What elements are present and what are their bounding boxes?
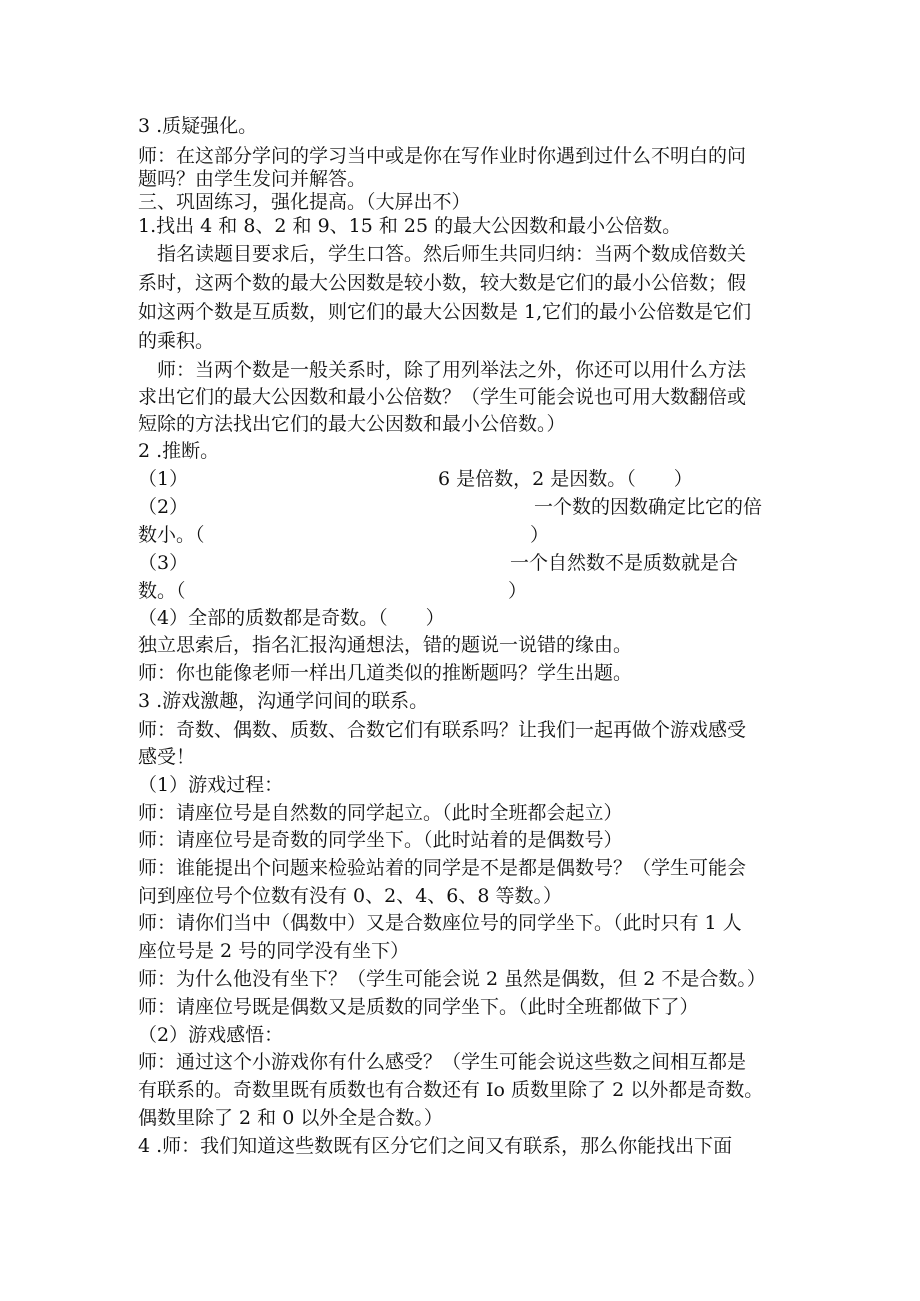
paragraph-line: 系时，这两个数的最大公因数是较小数，较大数是它们的最小公倍数；假 [138,272,747,294]
judge-item-continuation: 数小。（ ） [138,524,550,546]
paragraph-line: 指名读题目要求后，学生口答。然后师生共同归纳：当两个数成倍数关 [157,243,747,265]
paragraph-line: 师：为什么他没有坐下？（学生可能会说 2 虽然是偶数，但 2 不是合数。） [138,968,766,990]
section-heading: 3 .游戏激趣，沟通学问间的联系。 [138,690,429,712]
judge-item-label: （2） [138,496,189,518]
paragraph-line: 师：通过这个小游戏你有什么感受？（学生可能会说这些数之间相互都是 [138,1051,747,1073]
paragraph-line: 师：请座位号是自然数的同学起立。（此时全班都会起立） [138,802,623,824]
judge-item-text: 一个自然数不是质数就是合 [510,552,739,574]
section-heading: 2 .推断。 [138,440,220,462]
judge-item-label: （3） [138,552,189,574]
paragraph-line: 师：请你们当中（偶数中）又是合数座位号的同学坐下。（此时只有 1 人 [138,912,742,934]
paragraph-line: 的乘积。 [138,330,215,352]
paragraph-line: 师：当两个数是一般关系时，除了用列举法之外，你还可以用什么方法 [157,359,747,381]
paragraph-line: 师：谁能提出个问题来检验站着的同学是不是都是偶数号？（学生可能会 [138,857,747,879]
judge-item-text: 一个数的因数确定比它的倍 [534,496,763,518]
sub-heading: （1）游戏过程： [138,774,284,796]
paragraph-line: 师：奇数、偶数、质数、合数它们有联系吗？让我们一起再做个游戏感受 [138,719,747,741]
judge-item-label: （1） [138,468,189,490]
sub-heading: （2）游戏感悟： [138,1024,284,1046]
paragraph-line: 偶数里除了 2 和 0 以外全是合数。） [138,1107,443,1129]
paragraph-line: 座位号是 2 号的同学没有坐下） [138,940,410,962]
section-heading: 3 .质疑强化。 [138,115,258,137]
paragraph-line: 求出它们的最大公因数和最小公倍数？（学生可能会说也可用大数翻倍或 [138,386,747,408]
section-heading: 三、巩固练习，强化提高。（大屏出不） [138,191,471,213]
exercise-item: 1.找出 4 和 8、2 和 9、15 和 25 的最大公因数和最小公倍数。 [138,215,682,237]
judge-item-text: 6 是倍数，2 是因数。（ ） [438,468,693,490]
paragraph-line: 师：请座位号是奇数的同学坐下。（此时站着的是偶数号） [138,829,623,851]
judge-item: （4）全部的质数都是奇数。（ ） [138,607,445,629]
paragraph-line: 有联系的。奇数里既有质数也有合数还有 Io 质数里除了 2 以外都是奇数。 [138,1079,764,1101]
judge-item-continuation: 数。（ ） [138,580,528,602]
paragraph-line: 感受！ [138,746,196,768]
paragraph-line: 问到座位号个位数有没有 0、2、4、6、8 等数。） [138,885,563,907]
paragraph-line: 师：请座位号既是偶数又是质数的同学坐下。（此时全班都做下了） [138,996,699,1018]
judge-item [138,550,838,576]
judge-item [138,494,838,520]
paragraph-line: 师：在这部分学问的学习当中或是你在写作业时你遇到过什么不明白的问 [138,145,747,167]
paragraph-line: 4 .师：我们知道这些数既有区分它们之间又有联系，那么你能找出下面 [138,1135,733,1157]
paragraph-line: 题吗？由学生发问并解答。 [138,168,367,190]
judge-item [138,466,838,492]
paragraph-line: 短除的方法找出它们的最大公因数和最小公倍数。） [138,413,566,435]
paragraph-line: 独立思索后，指名汇报沟通想法，错的题说一说错的缘由。 [138,634,633,656]
paragraph-line: 如这两个数是互质数，则它们的最大公因数是 1,它们的最小公倍数是它们 [138,301,752,323]
paragraph-line: 师：你也能像老师一样出几道类似的推断题吗？学生出题。 [138,662,633,684]
